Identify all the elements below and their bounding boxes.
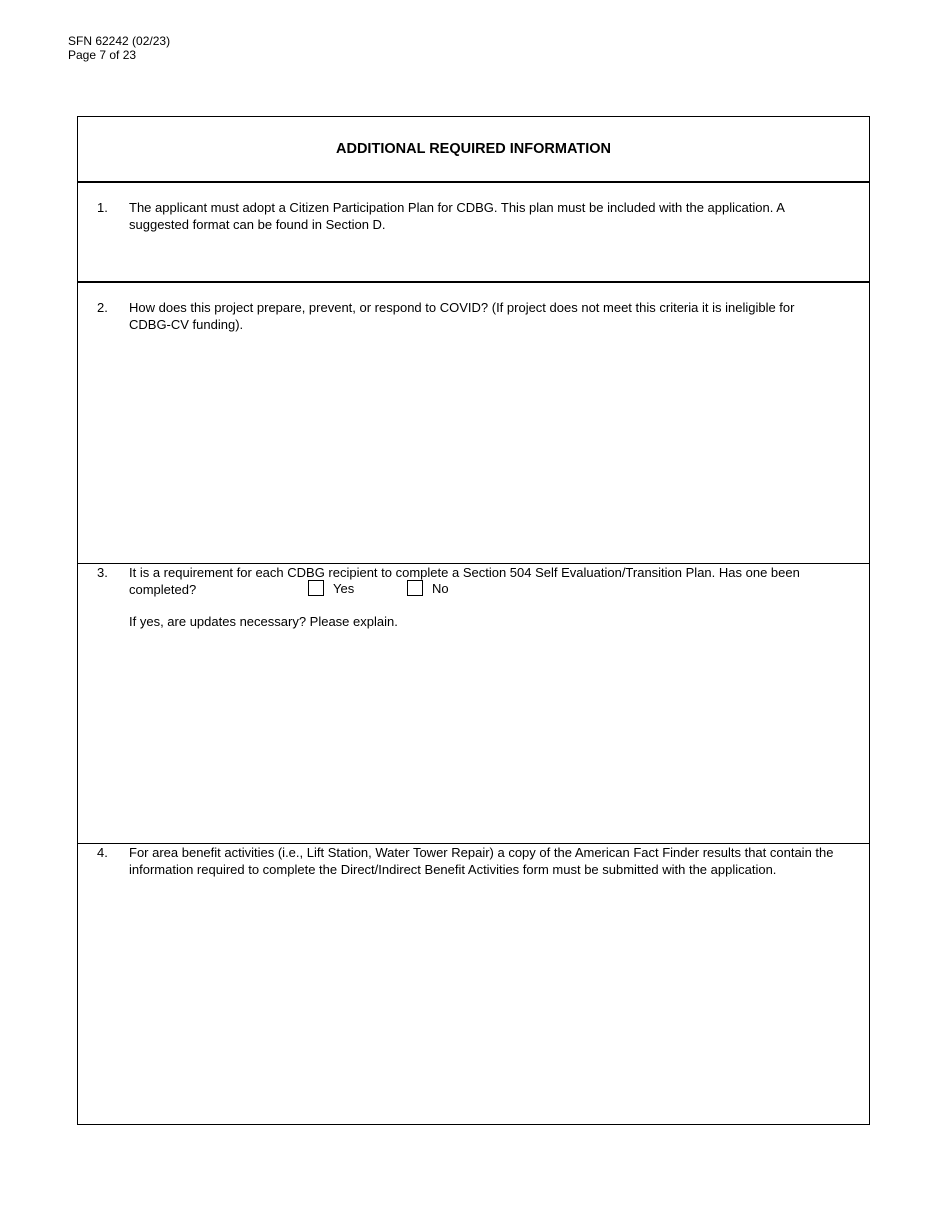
question-1-number: 1. <box>97 200 108 215</box>
question-1-section[interactable] <box>78 183 869 283</box>
yes-label: Yes <box>333 580 355 596</box>
form-header <box>68 34 170 62</box>
question-2-section[interactable] <box>78 283 869 564</box>
question-4-section[interactable] <box>78 844 869 1124</box>
question-3-text: It is a requirement for each CDBG recipient to complete a Section 504 Self Evaluation/Transition Plan. Has one been completed? <box>129 565 800 597</box>
question-4-number: 4. <box>97 845 108 860</box>
no-option[interactable] <box>407 580 449 596</box>
question-3-followup: If yes, are updates necessary? Please explain. <box>129 614 398 629</box>
additional-info-form <box>77 116 870 1125</box>
question-3-number: 3. <box>97 565 108 580</box>
question-3-section[interactable] <box>78 564 869 844</box>
yes-option[interactable] <box>308 580 354 596</box>
question-2-number: 2. <box>97 300 108 315</box>
page-indicator: Page 7 of 23 <box>68 48 137 62</box>
question-4-text: For area benefit activities (i.e., Lift Station, Water Tower Repair) a copy of the American Fact Finder results that contain the information required to complete the Direct/Indirect Benefit Activities form must be submitted with the application. <box>129 845 834 877</box>
form-number: SFN 62242 (02/23) <box>68 34 171 48</box>
form-title: ADDITIONAL REQUIRED INFORMATION <box>78 117 869 183</box>
question-1-text: The applicant must adopt a Citizen Participation Plan for CDBG. This plan must be included with the application. A suggested format can be found in Section D. <box>129 200 785 232</box>
no-label: No <box>432 580 449 596</box>
yes-checkbox[interactable] <box>308 580 324 596</box>
no-checkbox[interactable] <box>407 580 423 596</box>
question-2-text: How does this project prepare, prevent, or respond to COVID? (If project does not meet this criteria it is ineligible for CDBG-CV funding). <box>129 300 795 332</box>
